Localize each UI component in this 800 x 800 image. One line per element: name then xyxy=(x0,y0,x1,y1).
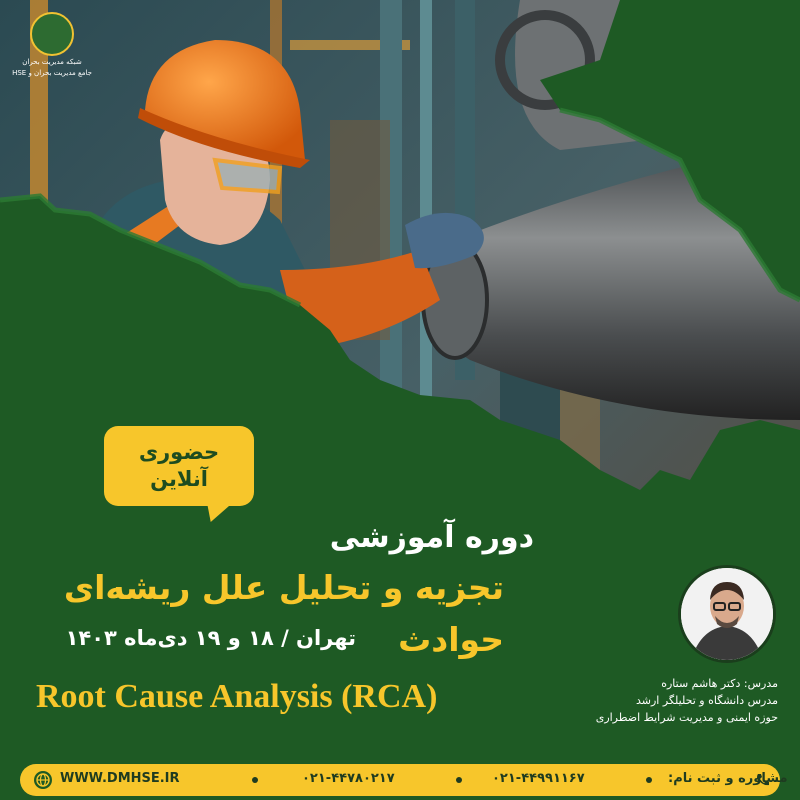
logo-text-line2: جامع مدیریت بحران و HSE xyxy=(12,69,92,77)
phone-number-2[interactable]: ۰۲۱-۴۴۹۹۱۱۶۷ xyxy=(492,771,585,786)
logo-text-line1: شبکه مدیریت بحران xyxy=(22,58,82,66)
separator-dot xyxy=(252,777,258,783)
instructor-portrait xyxy=(678,565,776,663)
logo-emblem-icon xyxy=(30,12,74,56)
separator-dot xyxy=(456,777,462,783)
phone-icon xyxy=(754,771,772,789)
instructor-field: حوزه ایمنی و مدیریت شرایط اضطراری xyxy=(595,711,778,724)
separator-dot xyxy=(646,777,652,783)
bubble-in-person: حضوری xyxy=(138,440,220,464)
contact-bar xyxy=(20,764,788,796)
format-bubble xyxy=(104,426,254,506)
bubble-online: آنلاین xyxy=(150,467,208,491)
phone-number-1[interactable]: ۰۲۱-۴۴۷۸۰۲۱۷ xyxy=(302,771,395,786)
website-link[interactable]: WWW.DMHSE.IR xyxy=(60,771,180,786)
course-location-date: تهران / ۱۸ و ۱۹ دی‌ماه ۱۴۰۳ xyxy=(65,626,356,650)
registration-label: مشاوره و ثبت نام: xyxy=(668,771,788,786)
course-title-continued: حوادث xyxy=(398,620,504,659)
english-title: Root Cause Analysis (RCA) xyxy=(36,678,438,715)
course-title: تجزیه و تحلیل علل ریشه‌ای xyxy=(63,568,504,607)
organization-logo xyxy=(12,12,92,78)
instructor-name: مدرس: دکتر هاشم ستاره xyxy=(661,677,778,690)
course-label: دوره آموزشی xyxy=(329,520,534,555)
instructor-title: مدرس دانشگاه و تحلیلگر ارشد xyxy=(636,694,778,707)
globe-icon xyxy=(34,771,52,789)
